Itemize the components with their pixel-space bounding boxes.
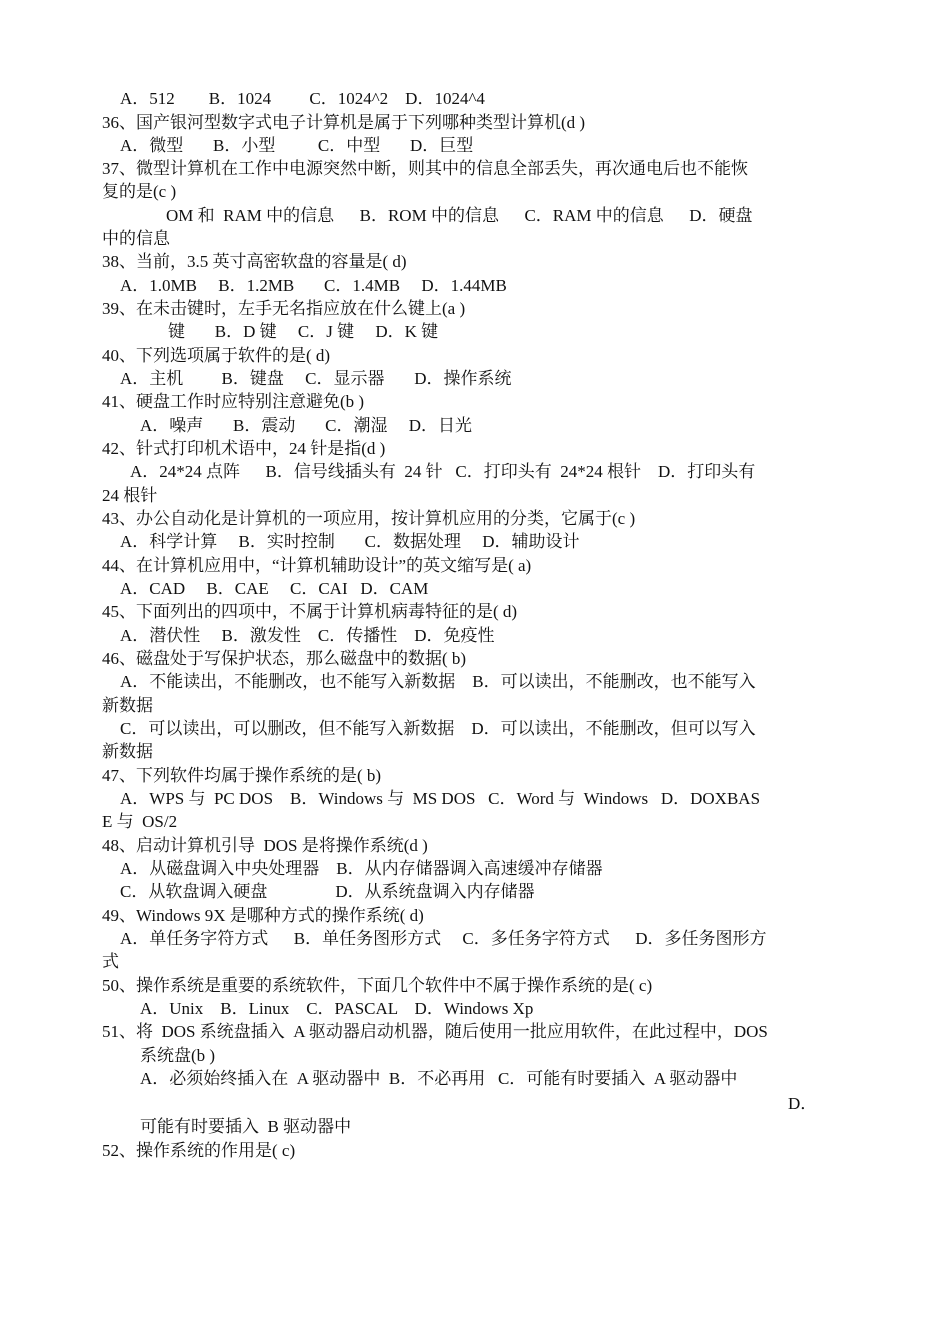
line-39-options: 键 B．D 键 C．J 键 D．K 键	[168, 322, 439, 341]
question-39: 39、在未击键时，左手无名指应放在什么键上(a )	[102, 299, 466, 318]
line-50-options: A．Unix B．Linux C．PASCAL D．Windows Xp	[140, 999, 534, 1018]
line-51-option-d: 可能有时要插入 B 驱动器中	[140, 1117, 352, 1136]
question-49: 49、Windows 9X 是哪种方式的操作系统( d)	[102, 906, 424, 925]
question-46: 46、磁盘处于写保护状态，那么磁盘中的数据( b)	[102, 649, 467, 668]
question-38: 38、当前，3.5 英寸高密软盘的容量是( d)	[102, 252, 407, 271]
question-37-cont: 复的是(c )	[102, 182, 177, 201]
line-51-options-abc: A．必须始终插入在 A 驱动器中 B．不必再用 C．可能有时要插入 A 驱动器中	[140, 1069, 738, 1088]
question-48: 48、启动计算机引导 DOS 是将操作系统(d )	[102, 836, 428, 855]
question-41: 41、硬盘工作时应特别注意避免(b )	[102, 392, 365, 411]
line-49-options-cont: 式	[102, 952, 119, 971]
question-47: 47、下列软件均属于操作系统的是( b)	[102, 766, 382, 785]
line-45-options: A．潜伏性 B．激发性 C．传播性 D．免疫性	[120, 626, 495, 645]
line-46-options-cd-cont: 新数据	[102, 742, 153, 761]
question-51: 51、将 DOS 系统盘插入 A 驱动器启动机器，随后使用一批应用软件，在此过程中，DOS	[102, 1022, 768, 1041]
question-40: 40、下列选项属于软件的是( d)	[102, 346, 331, 365]
line-35-options: A．512 B．1024 C．1024^2 D．1024^4	[120, 89, 485, 108]
line-48-options-cd: C．从软盘调入硬盘 D．从系统盘调入内存储器	[120, 882, 535, 901]
line-46-options-cd: C．可以读出，可以删改，但不能写入新数据 D．可以读出，不能删改，但可以写入	[120, 719, 756, 738]
line-36-options: A．微型 B．小型 C．中型 D．巨型	[120, 136, 474, 155]
line-46-options-ab-cont: 新数据	[102, 696, 153, 715]
line-42-options-cont: 24 根针	[102, 486, 158, 505]
line-37-options: OM 和 RAM 中的信息 B．ROM 中的信息 C．RAM 中的信息 D．硬盘	[166, 206, 753, 225]
line-51-option-d-label: D．	[788, 1094, 818, 1113]
line-37-options-cont: 中的信息	[102, 229, 170, 248]
line-42-options: A．24*24 点阵 B．信号线插头有 24 针 C．打印头有 24*24 根针 D．打印头有	[130, 462, 756, 481]
question-52: 52、操作系统的作用是( c)	[102, 1141, 296, 1160]
question-43: 43、办公自动化是计算机的一项应用，按计算机应用的分类，它属于(c )	[102, 509, 636, 528]
question-42: 42、针式打印机术语中，24 针是指(d )	[102, 439, 386, 458]
line-44-options: A．CAD B．CAE C．CAI D．CAM	[120, 579, 429, 598]
line-46-options-ab: A．不能读出，不能删改，也不能写入新数据 B．可以读出，不能删改，也不能写入	[120, 672, 756, 691]
line-43-options: A．科学计算 B．实时控制 C．数据处理 D．辅助设计	[120, 532, 580, 551]
line-47-options: A．WPS 与 PC DOS B．Windows 与 MS DOS C．Word 与 Windows D．DOXBAS	[120, 789, 761, 808]
line-49-options: A．单任务字符方式 B．单任务图形方式 C．多任务字符方式 D．多任务图形方	[120, 929, 767, 948]
line-48-options-ab: A．从磁盘调入中央处理器 B．从内存储器调入高速缓冲存储器	[120, 859, 603, 878]
line-38-options: A．1.0MB B．1.2MB C．1.4MB D．1.44MB	[120, 276, 507, 295]
line-40-options: A．主机 B．键盘 C．显示器 D．操作系统	[120, 369, 512, 388]
question-45: 45、下面列出的四项中，不属于计算机病毒特征的是( d)	[102, 602, 518, 621]
question-50: 50、操作系统是重要的系统软件，下面几个软件中不属于操作系统的是( c)	[102, 976, 653, 995]
line-47-options-cont: E 与 OS/2	[102, 812, 178, 831]
question-37: 37、微型计算机在工作中电源突然中断，则其中的信息全部丢失，再次通电后也不能恢	[102, 159, 748, 178]
question-51-cont: 系统盘(b )	[140, 1046, 216, 1065]
line-41-options: A．噪声 B．震动 C．潮湿 D．日光	[140, 416, 472, 435]
question-36: 36、国产银河型数字式电子计算机是属于下列哪种类型计算机(d )	[102, 113, 586, 132]
question-44: 44、在计算机应用中，“计算机辅助设计”的英文缩写是( a)	[102, 556, 532, 575]
